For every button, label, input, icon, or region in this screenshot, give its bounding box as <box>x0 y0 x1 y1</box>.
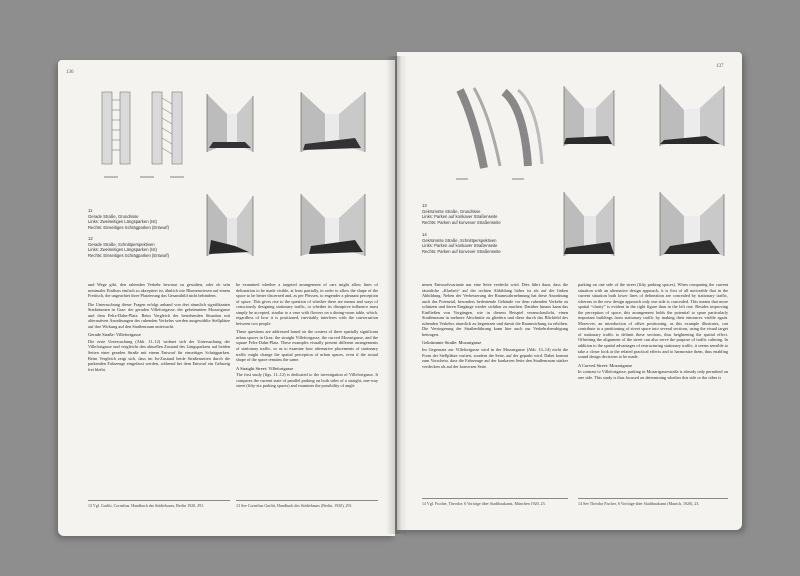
footnote-rule <box>88 500 230 501</box>
caption-line: Gerade Straße, Schnittperspektiven <box>88 241 155 247</box>
body-paragraph: In contrast to Villefortgasse, parking in Mozartgassestraße is already only permitted on one side. This study is thus focused on determining whether this side or the other is <box>578 369 728 380</box>
left-page-number: 136 <box>66 70 74 75</box>
footnote-rule <box>578 498 728 499</box>
caption-line: Rechts: Parken auf konvexer Straßenseite <box>422 219 501 225</box>
book-gutter <box>386 56 408 534</box>
right-footnote-german: 14 Vgl. Fischer, Theodor: 6 Vorträge über Stadtbaukunst, München 1920, 23. <box>422 501 546 506</box>
caption-line: Gekrümmte Straße, Schnittperspektiven <box>422 237 497 243</box>
curved-street-perspectives-bottom <box>560 186 730 260</box>
left-footnote-english: 13 See Cornelius Gurlitt, Handbuch des Städtebaues (Berlin, 1920), 291. <box>236 503 353 508</box>
body-paragraph: parking on one side of the street (fifty parking spaces). When comparing the current situation with an alternative design approach, it is first of all noticeable that in the current situation both lower lines of delineation are concealed by stationary traffic, whereas in the new design approach only one side is concealed. This means that more spatial “clarity” is evident in the right figure than in the left one. Besides improving the perception of space, this arrangement holds the potential to spare particularly important buildings from stationary traffic by making their entrances visible again. Moreover, an introduction of offset positioning, as this example illustrates, can contribute to a partitioning of street space into several sections, using the visual target of stationary traffic to delimit these sections, thus heightening the spatial effect. Offsetting the alignment of the street can also serve the purpose of traffic calming. In addition to the spatial advantages of restructuring stationary traffic, it seems sensible to take a closer look at the related practical effects and to harmonize them, thus enabling sound design decisions to be made. <box>578 282 728 360</box>
curved-street-perspectives-top <box>560 80 730 150</box>
caption-number: 14 <box>422 232 427 237</box>
section-heading: Gekrümmte Straße: Mozartgasse <box>422 340 482 346</box>
figure-14-caption <box>422 232 562 254</box>
right-footnote-english: 14 See Theodor Fischer, 6 Vorträge über Stadtbaukunst (Munich, 1920), 23. <box>578 501 700 506</box>
footnote-rule <box>236 500 378 501</box>
left-page-column-german <box>88 282 230 496</box>
right-page-column-english <box>578 282 728 494</box>
caption-line: Rechts: Parken auf konvexer Straßenseite <box>422 248 501 254</box>
caption-line: Links: Zweiseitiges Längsparken (Ist) <box>88 247 157 253</box>
body-paragraph: und Wege gibt, den ruhenden Verkehr bewusst zu gestalten, oder ob sein minimaler Einfluss einfach so akzeptiert ist, ähnlich wie Blumenwiesen auf einem Freitisch, die ungeachtet ihrer Platzierung das Gesamtbild nicht behindern. <box>88 282 230 299</box>
section-heading: A Straight Street: Villefortgasse <box>236 365 294 371</box>
body-paragraph: The first study (figs. 11–12) is dedicated to the investigation of Villefortgasse. It compares the current state of parallel parking on both sides of a straight, one-way street (fifty-six parking spaces) and examines the possibility of angle <box>236 372 378 389</box>
right-page-column-german <box>422 282 568 494</box>
caption-number: 12 <box>88 236 93 241</box>
caption-line: Links: Parken auf konkaver Straßenseite <box>422 243 498 249</box>
body-paragraph: Im Gegensatz zur Villefortgasse wird in der Mozartgasse (Abb. 13–14) nicht die Form der Stellplätze variiert, sondern die Seite, auf der geparkt wird. Dabei kommt zum Vorschein, dass die Fahrzeuge auf der konkaven Seite den Straßenraum stärker verdecken als auf der konvexen Seite. <box>422 347 568 369</box>
straight-street-perspectives-bottom <box>205 190 375 260</box>
figure-12-caption <box>88 236 228 258</box>
caption-line: Rechts: Einseitiges Schrägparken (Entwurf) <box>88 252 169 258</box>
caption-number: 11 <box>88 208 93 213</box>
caption-line: Gerade Straße, Grundrisse <box>88 213 139 219</box>
body-paragraph: be examined whether a targeted arrangement of cars might allow lines of delineation to be made visible, at least partially, in order to allow the shape of the space to be better discerned and, as per Plessen, to engender a pleasant perception of space. This gives rise to the question of whether there are means and ways of consciously designing stationary traffic, or whether its disruptive influence must simply be accepted, similar to a vase with flowers on a dining-room table, which, regardless of how it is positioned, inevitably interferes with the conversation between two people. <box>236 282 378 326</box>
body-paragraph: Die Untersuchung dieser Fragen erfolgt anhand von drei räumlich signifikanten Stadträumen in Graz: der geraden Villefortgasse, der gekrümmten Mozartgasse und dem Felix-Dahn-Platz. Beim Vergleich der bestehenden Situation mit alternativen Anordnungen des ruhenden Verkehrs werden ausgewählte Stellplätze auf ihre Wirkung auf den Straßenraum untersucht. <box>88 301 230 329</box>
curved-street-plans <box>440 78 550 188</box>
caption-line: Links: Parken auf konkaver Straßenseite <box>422 214 498 220</box>
caption-line: Links: Zweiseitiges Längsparken (Ist) <box>88 219 157 225</box>
body-paragraph: neuen Entwurfsvariante nur eine Seite verdeckt wird. Dies führt dazu, dass die räumliche „Klarheit“ auf der rechten Abbildung höher ist als auf der linken Abbildung. Neben der Verbesserung der Raumwahrnehmung hat diese Anordnung auch das Potenzial, besonders bedeutende Gebäude vor dem ruhenden Verkehr zu schützen und deren Eingänge wieder sichtbar zu machen. Darüber hinaus kann das Einfließen von Vorgängen, wie in diesem Beispiel veranschaulicht, einen Straßenraum in mehrere Abschnitte zu gliedern und diese durch das Blickfeld des ruhenden Verkehrs räumlich zu begrenzen und damit die Raumwirkung zu erhöhen. Die Verringerung der Straßenführung kann hier auch zur Verkehrsberuhigung beitragen. <box>422 282 568 337</box>
body-paragraph: These questions are addressed based on the context of three spatially significant urban spaces in Graz: the straight Villefortgasse, the curved Mozartgasse, and the square Felix-Dahn-Platz. These examples visually present different arrangements of stationary traffic, so as to examine how alternative placements of stationary traffic might change the spatial perception of urban spaces, even if the actual shape of the space remains the same. <box>236 329 378 363</box>
straight-street-perspectives-top <box>205 86 375 156</box>
section-heading: Gerade Straße: Villefortgasse <box>88 332 141 338</box>
figure-13-caption <box>422 203 562 225</box>
footnote-rule <box>422 498 568 499</box>
section-heading: A Curved Street: Mozartgasse <box>578 362 633 368</box>
left-footnote-german: 13 Vgl. Gurlitt, Cornelius: Handbuch des Städtebaues, Berlin 1920, 291. <box>88 503 205 508</box>
caption-number: 13 <box>422 203 427 208</box>
caption-line: Gekrümmte Straße, Grundrisse <box>422 208 481 214</box>
left-page-column-english <box>236 282 378 496</box>
right-page-number: 137 <box>716 64 724 69</box>
caption-line: Rechts: Einseitiges Schrägparken (Entwurf) <box>88 224 169 230</box>
body-paragraph: Die erste Untersuchung (Abb. 11–12) widmet sich der Untersuchung der Villefortgasse und vergleicht den aktuellen Zustand des Längsparkens auf beiden Seiten einer geraden Straße mit einem Entwurf für einseitiges Schrägparken. Beim Vergleich zeigt sich, dass im Ist-Zustand beide Straßenseiten durch die parkenden Fahrzeuge eingefasst werden, während bei dem Entwurf ein Gehsteig frei bleibt. <box>88 338 230 372</box>
figure-11-caption <box>88 208 228 230</box>
